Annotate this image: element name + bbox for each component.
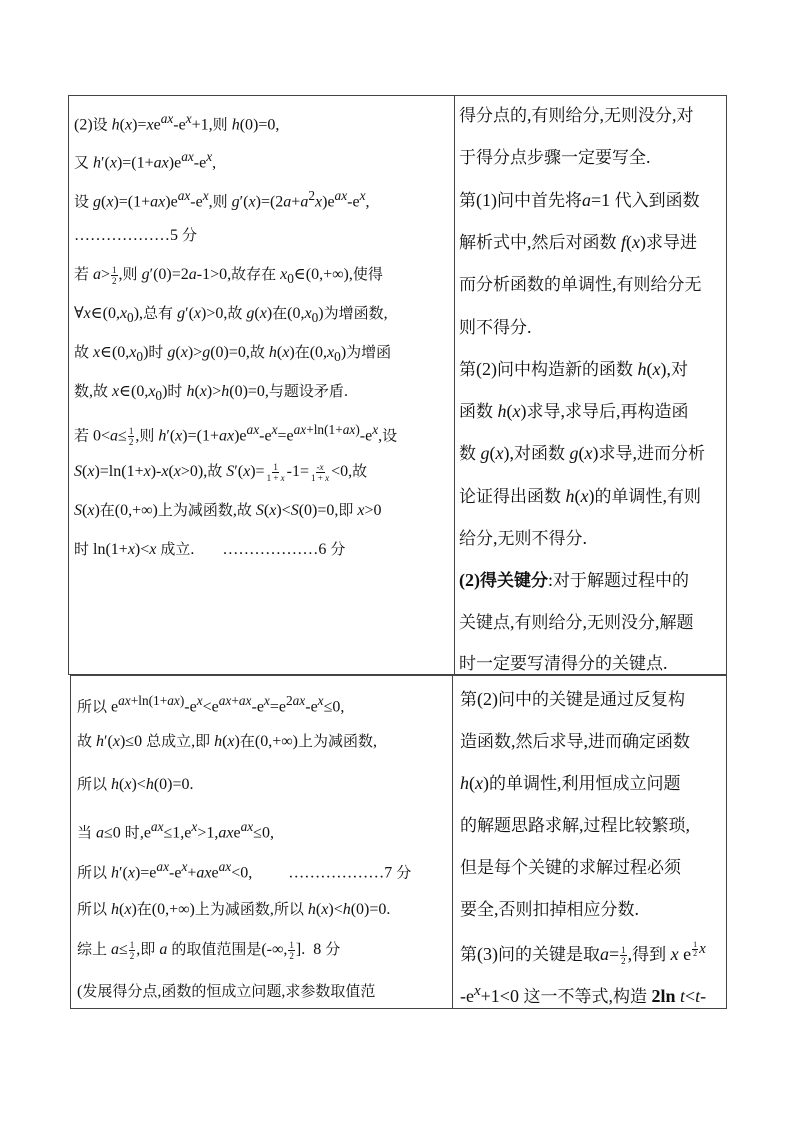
commentary-line: 解析式中,然后对函数 f(x)求导进 [459, 232, 698, 253]
solution-line: 故 $x\in(0,x_0)$时 g(x)>g(0)=0,故 h(x)在$(0,x_0)$为增函 [74, 343, 392, 365]
solution-line: (2)设 $h(x)=xe^{ax}-e^x+1$,则 h(0)=0, [74, 111, 280, 134]
commentary-line: 函数 h(x)求导,求导后,再构造函 [459, 401, 689, 422]
column-divider [452, 676, 453, 1008]
commentary-line: $-e^x+1<0$ 这一不等式,构造 2ln t<t- [460, 983, 707, 1007]
solution-line: 所以 $h'(x)=e^{ax}-e^x+axe^{ax}<0$, ………………7 分 [77, 859, 412, 882]
commentary-column [459, 96, 725, 674]
commentary-line: 数 g(x),对函数 g(x)求导,进而分析 [459, 443, 705, 464]
solution-line: 若 a> $\frac{1}{2}$ ,则 g′(0)=2a-1>0,故存在 $x_0\in(0,+\infty)$,使得 [74, 264, 383, 287]
solution-line: 所以 h(x)在(0,+∞)上为减函数,所以 h(x)<h(0)=0. [77, 900, 391, 918]
commentary-line: 第(2)问中的关键是通过反复构 [460, 689, 685, 710]
solution-line: 数,故 $x\in(0,x_0)$时 h(x)>h(0)=0,与题设矛盾. [74, 382, 348, 404]
commentary-line: h(x)的单调性,利用恒成立问题 [460, 773, 681, 794]
commentary-line: 给分,无则不得分. [459, 528, 587, 549]
solution-column [74, 96, 450, 674]
commentary-line: 于得分点步骤一定要写全. [459, 147, 651, 168]
solution-line: 设 $g(x)=(1+ax)e^{ax}-e^x$,则 $g'(x)=(2a+a^2x)e^{ax}-e^x$, [74, 188, 370, 211]
solution-line: 又 $h'(x)=(1+ax)e^{ax}-e^x$, [74, 149, 217, 172]
commentary-line: (2)得关键分:对于解题过程中的 [459, 570, 690, 591]
commentary-line: 造函数,然后求导,进而确定函数 [460, 731, 690, 752]
commentary-line: 的解题思路求解,过程比较繁琐, [460, 815, 690, 836]
solution-line: 当 a≤0 时$,e^{ax}\le 1,e^x>1,axe^{ax}\le 0$, [77, 819, 274, 842]
commentary-line: 关键点,有则给分,无则没分,解题 [459, 612, 694, 633]
commentary-line: 而分析函数的单调性,有则给分无 [459, 274, 702, 295]
solution-line: S(x)=ln(1+x)-x(x>0),故 S′(x)= $\frac{1}{1 + x}$ -1= $\frac{-x}{1 + x}$ <0,故 [74, 461, 368, 483]
solution-column [77, 676, 449, 1008]
commentary-line: 但是每个关键的求解过程必须 [460, 858, 681, 878]
commentary-line: 得分点的,有则给分,无则没分,对 [459, 105, 694, 126]
commentary-line: 则不得分. [459, 317, 532, 338]
solution-table-top [68, 95, 727, 675]
commentary-line: 论证得出函数 h(x)的单调性,有则 [459, 486, 701, 507]
solution-line: $\forall x\in(0,x_0)$,总有 g′(x)>0,故 g(x)在$(0,x_0)$为增函数, [74, 304, 388, 326]
solution-line: S(x)在(0,+∞)上为减函数,故 S(x)<S(0)=0,即 x>0 [74, 501, 382, 519]
solution-line: (发展得分点,函数的恒成立问题,求参数取值范 [77, 982, 376, 1000]
score-marker: ………………5 分 [74, 226, 198, 244]
solution-line: 所以 $e^{ax+ln(1+ax)}-e^x<e^{ax+ax}-e^x=e^{2ax}-e^x\le 0$, [77, 693, 345, 716]
solution-line: 综上 a≤ $\frac{1}{2}$ ,即 a 的取值范围是(-∞, $\frac{1}{2}$ ]. 8 分 [77, 939, 341, 961]
solution-line: 所以 h(x)<h(0)=0. [77, 775, 194, 793]
solution-table-bottom [70, 675, 727, 1009]
commentary-line: 第(2)问中构造新的函数 h(x),对 [459, 359, 688, 380]
commentary-column [460, 676, 724, 1008]
commentary-line: 第(3)问的关键是取a= $\frac{1}{2}$ ,得到 x e $^{\frac{1}{2} x}$ [460, 940, 706, 967]
commentary-line: 要全,否则扣掉相应分数. [460, 899, 639, 920]
solution-line: 时 ln(1+x)<x 成立. ………………6 分 [74, 540, 346, 558]
commentary-line: 第(1)问中首先将a=1 代入到函数 [459, 190, 700, 211]
solution-line: 若 0<a≤ $\frac{1}{2}$ ,则 $h'(x)=(1+ax)e^{ax}-e^x=e^{ax+ln(1+ax)}-e^x$,设 [74, 422, 398, 448]
commentary-line: 时一定要写清得分的关键点. [459, 653, 668, 674]
solution-line: 故 h′(x)≤0 总成立,即 h(x)在(0,+∞)上为减函数, [77, 732, 377, 750]
column-divider [454, 96, 455, 674]
